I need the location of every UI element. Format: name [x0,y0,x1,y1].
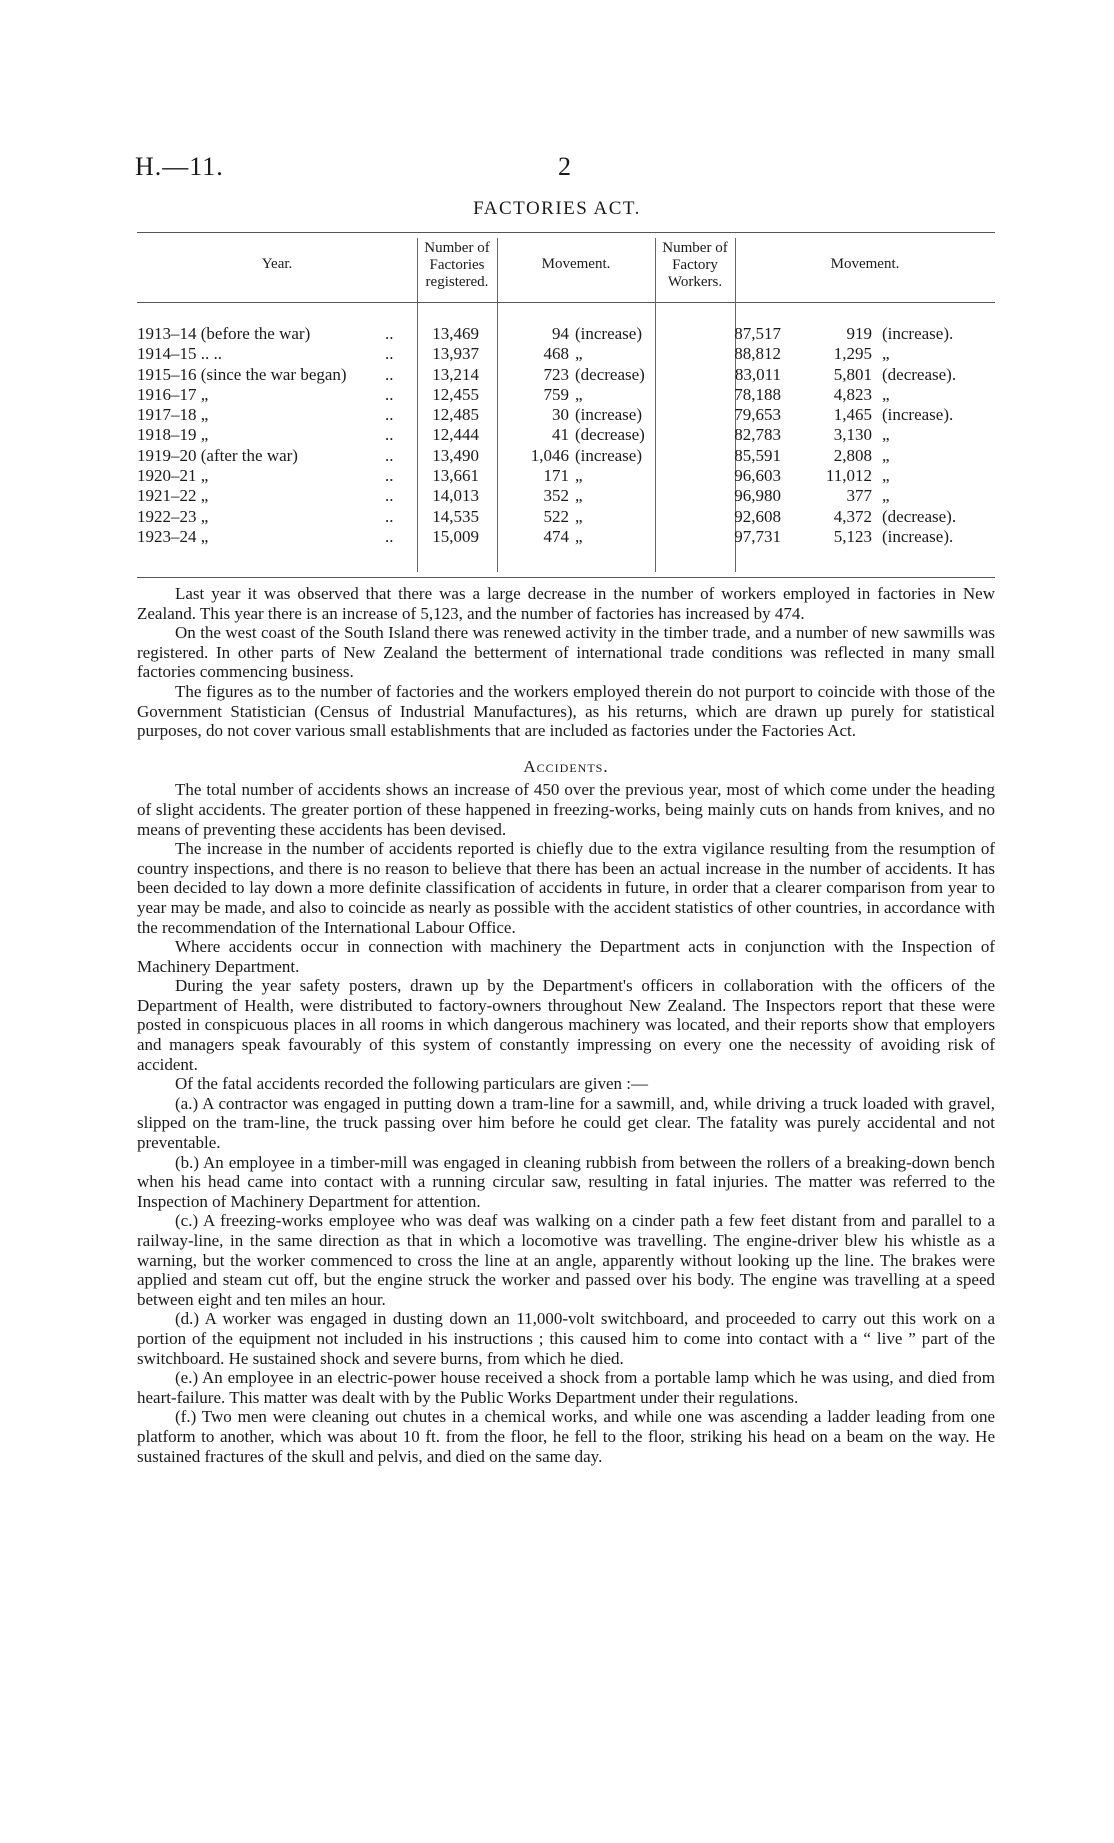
cell-year: 1918–19 „ [137,425,209,445]
cell-worker-movement: 5,801 [833,364,872,384]
cell-worker-movement: 919 [846,324,872,343]
cell-workers: 97,731 [734,526,781,546]
cell-worker-movement: 1,465 [833,405,872,425]
table-row [137,405,995,425]
cell-factory-movement: 522 [543,506,569,526]
cell-factory-movement: 94 [552,324,569,343]
cell-factories: 12,485 [432,405,479,425]
cell-workers: 92,608 [734,506,781,526]
factories-table [137,232,995,584]
cell-workers: 88,812 [734,344,781,364]
paragraph: The figures as to the number of factories and the workers employed therein do not purport to coincide with those of the Government Statistician (Census of Industrial Manufactures), as his returns, which are drawn up purely for statistical purposes, do not cover various small establishments that are included as factories under the Factories Act. [137,681,995,741]
fatal-accident-item: (f.) Two men were cleaning out chutes in a chemical works, and while one was ascending a ladder leading from one platform to another, which was about 10 ft. from the floor, he fell to the floor, striking his head on a beam on the way. He sustained fractures of the skull and pelvis, and died on the same day. [137,1407,995,1466]
section-title: FACTORIES ACT. [473,198,641,219]
header-year: Year. [261,256,293,272]
cell-factory-movement-label: (increase) [575,445,643,465]
cell-factories: 14,535 [432,506,479,526]
fatal-accident-item: (c.) A freezing-works employee who was deaf was walking on a cinder path a few feet distant from and parallel to a railway-line, in the same direction as that in which a locomotive was travelling. The engine-driver blew his whistle as a warning, but the worker commenced to cross the line at an angle, apparently without looking up the line. The brakes were applied and steam cut off, but the engine struck the worker and passed over his body. The engine was travelling at a speed between eight and ten miles an hour. [137,1211,995,1309]
table-rule-bottom [137,577,995,578]
cell-factory-movement: 759 [543,384,569,404]
cell-worker-movement-label: (increase). [882,405,954,425]
table-row [137,324,995,344]
cell-factories: 13,214 [432,364,479,384]
cell-year: 1914–15 .. .. [137,344,222,364]
cell-worker-movement-label: „ [882,486,890,506]
cell-leader: .. [385,466,394,486]
cell-factory-movement-label: „ [575,344,583,364]
cell-leader: .. [385,344,394,364]
cell-factory-movement: 352 [543,486,569,506]
cell-factories: 14,013 [432,486,479,506]
cell-workers: 82,783 [734,425,781,445]
fatal-accident-item: (d.) A worker was engaged in dusting down an 11,000-volt switchboard, and proceeded to carry out this work on a portion of the equipment not included in his instructions ; this caused him to come into contact with a “ live ” part of the switchboard. He sustained shock and severe burns, from which he died. [137,1309,995,1368]
cell-worker-movement-label: „ [882,384,890,404]
page-header-ref: H.—11. [135,152,224,181]
cell-factories: 15,009 [432,526,479,546]
fatal-accident-item: (a.) A contractor was engaged in putting down a tram-line for a sawmill, and, while driving a truck loaded with gravel, slipped on the tram-line, the truck passing over him before he could get clear. The fatality was purely accidental and not preventable. [137,1093,995,1153]
cell-leader: .. [385,445,394,465]
cell-factory-movement: 41 [552,425,569,445]
table-rule-header [137,302,995,303]
cell-factories: 13,937 [432,344,479,364]
cell-worker-movement: 2,808 [833,445,872,465]
cell-leader: .. [385,486,394,506]
cell-factory-movement: 171 [543,466,569,486]
cell-leader: .. [385,506,394,526]
cell-factory-movement: 30 [552,405,569,425]
cell-worker-movement: 1,295 [833,344,872,364]
cell-factory-movement: 474 [543,526,569,546]
header-factories: Number of Factories registered. [424,240,490,290]
cell-year: 1919–20 (after the war) [137,445,298,465]
cell-worker-movement-label: „ [882,425,890,445]
cell-factory-movement: 468 [543,344,569,364]
cell-worker-movement: 4,372 [833,506,872,526]
cell-worker-movement-label: (decrease). [882,506,957,526]
header-movement-workers: Movement. [830,256,900,272]
table-row [137,446,995,466]
cell-year: 1916–17 „ [137,384,209,404]
cell-workers: 96,603 [734,466,781,486]
table-row [137,365,995,385]
cell-workers: 79,653 [734,405,781,425]
paragraph: Last year it was observed that there was a large decrease in the number of workers employed in factories in New Zealand. This year there is an increase of 5,123, and the number of factories has increased by 474. [137,584,995,623]
cell-factory-movement-label: (increase) [575,405,643,425]
cell-workers: 85,591 [734,445,781,465]
cell-workers: 78,188 [734,384,781,404]
cell-year: 1920–21 „ [137,466,209,486]
cell-factory-movement-label: „ [575,486,583,506]
cell-year: 1915–16 (since the war began) [137,364,347,384]
cell-leader: .. [385,425,394,445]
cell-worker-movement: 377 [846,486,872,506]
cell-factory-movement-label: „ [575,466,583,486]
cell-worker-movement-label: „ [882,466,890,486]
fatal-accident-item: (b.) An employee in a timber-mill was engaged in cleaning rubbish from between the rollers of a breaking-down bench when his head came into contact with a running circular saw, resulting in fatal injuries. The matter was referred to the Inspection of Machinery Department for attention. [137,1152,995,1211]
paragraph: On the west coast of the South Island there was renewed activity in the timber trade, and a number of new sawmills was registered. In other parts of New Zealand the betterment of international trade conditions was reflected in many small factories commencing business. [137,623,995,682]
cell-worker-movement: 5,123 [833,526,872,546]
cell-workers: 96,980 [734,486,781,506]
paragraph: The total number of accidents shows an increase of 450 over the previous year, most of which come under the heading of slight accidents. The greater portion of these happened in freezing-works, being mainly cuts on hands from knives, and no means of preventing these accidents has been devised. [137,780,995,839]
table-body [137,324,995,547]
cell-factories: 13,490 [432,445,479,465]
cell-worker-movement-label: „ [882,344,890,364]
header-movement-factories: Movement. [541,256,611,272]
cell-factory-movement-label: (decrease) [575,425,645,445]
header-workers: Number of Factory Workers. [662,240,728,290]
cell-worker-movement-label: „ [882,445,890,465]
cell-factory-movement-label: (increase) [575,324,643,343]
cell-year: 1921–22 „ [137,486,209,506]
cell-factory-movement-label: „ [575,526,583,546]
fatal-accident-item: (e.) An employee in an electric-power house received a shock from a portable lamp which he was using, and died from heart-failure. This matter was dealt with by the Public Works Department under their regulations. [137,1368,995,1407]
cell-factories: 13,469 [432,324,479,343]
cell-leader: .. [385,324,394,343]
table-row [137,425,995,445]
cell-year: 1923–24 „ [137,526,209,546]
cell-worker-movement: 3,130 [833,425,872,445]
accidents-heading: Accidents. [523,756,609,776]
table-row [137,385,995,405]
cell-year: 1913–14 (before the war) [137,324,311,343]
table-row [137,466,995,486]
cell-leader: .. [385,405,394,425]
cell-leader: .. [385,384,394,404]
cell-factories: 13,661 [432,466,479,486]
cell-leader: .. [385,526,394,546]
paragraph: During the year safety posters, drawn up by the Department's officers in collaboration with the officers of the Department of Health, were distributed to factory-owners throughout New Zealand. The Inspectors report that these were posted in conspicuous places in all rooms in which dangerous machinery was located, and their reports show that employers and managers speak favourably of this system of constantly impressing on every one the necessity of avoiding risk of accident. [137,976,995,1074]
cell-workers: 83,011 [734,364,781,384]
cell-leader: .. [385,364,394,384]
cell-worker-movement-label: (decrease). [882,364,957,384]
cell-factories: 12,455 [432,384,479,404]
page-number: 2 [558,152,571,181]
cell-worker-movement-label: (increase). [882,526,954,546]
cell-worker-movement-label: (increase). [882,324,954,343]
paragraph: The increase in the number of accidents reported is chiefly due to the extra vigilance resulting from the resumption of country inspections, and there is no reason to believe that there has been an actual increase in the number of accidents. It has been decided to lay down a more definite classification of accidents in future, in order that a clearer comparison from year to year may be made, and also to coincide as nearly as possible with the accident statistics of other countries, in accordance with the recommendation of the International Labour Office. [137,839,995,937]
cell-factory-movement-label: (decrease) [575,364,645,384]
cell-year: 1922–23 „ [137,506,209,526]
cell-factory-movement: 1,046 [530,445,569,465]
table-row [137,486,995,506]
cell-worker-movement: 11,012 [825,466,872,486]
table-row [137,507,995,527]
paragraph: Where accidents occur in connection with machinery the Department acts in conjunction with the Inspection of Machinery Department. [137,937,995,976]
cell-factories: 12,444 [432,425,479,445]
cell-factory-movement-label: „ [575,384,583,404]
table-row [137,527,995,547]
paragraph: Of the fatal accidents recorded the following particulars are given :— [175,1074,648,1094]
table-row [137,344,995,364]
cell-factory-movement-label: „ [575,506,583,526]
cell-factory-movement: 723 [543,364,569,384]
table-rule-top [137,232,995,233]
cell-year: 1917–18 „ [137,405,209,425]
cell-worker-movement: 4,823 [833,384,872,404]
cell-workers: 87,517 [734,324,781,343]
body-text [137,584,995,1466]
